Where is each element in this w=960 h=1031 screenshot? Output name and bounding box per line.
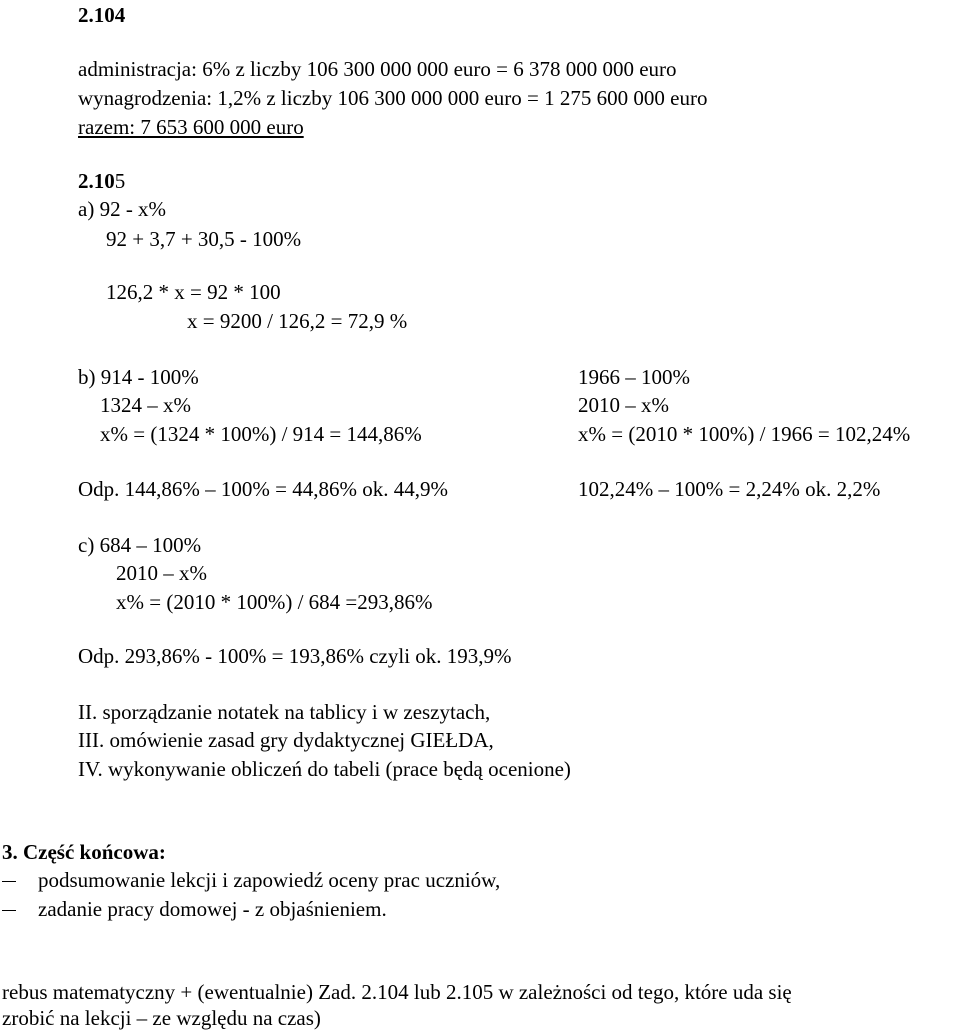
part-a-line-1: a) 92 - x% xyxy=(78,197,167,221)
part-b-left-answer: Odp. 144,86% – 100% = 44,86% ok. 44,9% xyxy=(78,477,448,501)
part-b-left-line-1: b) 914 - 100% xyxy=(78,365,199,389)
part-b-right-answer: 102,24% – 100% = 2,24% ok. 2,2% xyxy=(578,477,881,501)
total-line: razem: 7 653 600 000 euro xyxy=(78,115,304,139)
part-b-right-line-3: x% = (2010 * 100%) / 1966 = 102,24% xyxy=(578,422,911,446)
section-heading-2-105 xyxy=(78,168,125,194)
part-a-line-2: 92 + 3,7 + 30,5 - 100% xyxy=(106,227,302,251)
part-a-line-4: x = 9200 / 126,2 = 72,9 % xyxy=(187,309,408,333)
final-part-heading: 3. Część końcowa: xyxy=(2,840,166,864)
step-iii: III. omówienie zasad gry dydaktycznej GIEŁDA, xyxy=(78,728,494,752)
part-b-left-line-2: 1324 – x% xyxy=(100,393,191,417)
list-dash-marker xyxy=(2,910,16,911)
part-c-answer: Odp. 293,86% - 100% = 193,86% czyli ok. 193,9% xyxy=(78,644,512,668)
administration-calc-line: administracja: 6% z liczby 106 300 000 000 euro = 6 378 000 000 euro xyxy=(78,57,677,81)
part-c-line-1: c) 684 – 100% xyxy=(78,533,202,557)
step-ii: II. sporządzanie notatek na tablicy i w zeszytach, xyxy=(78,700,491,724)
part-a-line-3: 126,2 * x = 92 * 100 xyxy=(106,280,281,304)
part-b-right-line-2: 2010 – x% xyxy=(578,393,669,417)
rebus-line-2: zrobić na lekcji – ze względu na czas) xyxy=(2,1006,321,1030)
part-c-line-3: x% = (2010 * 100%) / 684 =293,86% xyxy=(116,590,433,614)
final-item-2: zadanie pracy domowej - z objaśnieniem. xyxy=(38,897,387,921)
part-c-line-2: 2010 – x% xyxy=(116,561,207,585)
list-dash-marker xyxy=(2,881,16,882)
step-iv: IV. wykonywanie obliczeń do tabeli (prace będą ocenione) xyxy=(78,757,571,781)
heading-rest-part: 5 xyxy=(114,169,126,193)
final-item-1: podsumowanie lekcji i zapowiedź oceny prac uczniów, xyxy=(38,868,501,892)
part-b-right-line-1: 1966 – 100% xyxy=(578,365,690,389)
section-heading-2-104: 2.104 xyxy=(78,3,126,27)
rebus-line-1: rebus matematyczny + (ewentualnie) Zad. 2.104 lub 2.105 w zależności od tego, które uda się xyxy=(2,980,792,1004)
salaries-calc-line: wynagrodzenia: 1,2% z liczby 106 300 000 000 euro = 1 275 600 000 euro xyxy=(78,86,708,110)
heading-bold-part: 2.10 xyxy=(78,169,115,193)
part-b-left-line-3: x% = (1324 * 100%) / 914 = 144,86% xyxy=(100,422,422,446)
